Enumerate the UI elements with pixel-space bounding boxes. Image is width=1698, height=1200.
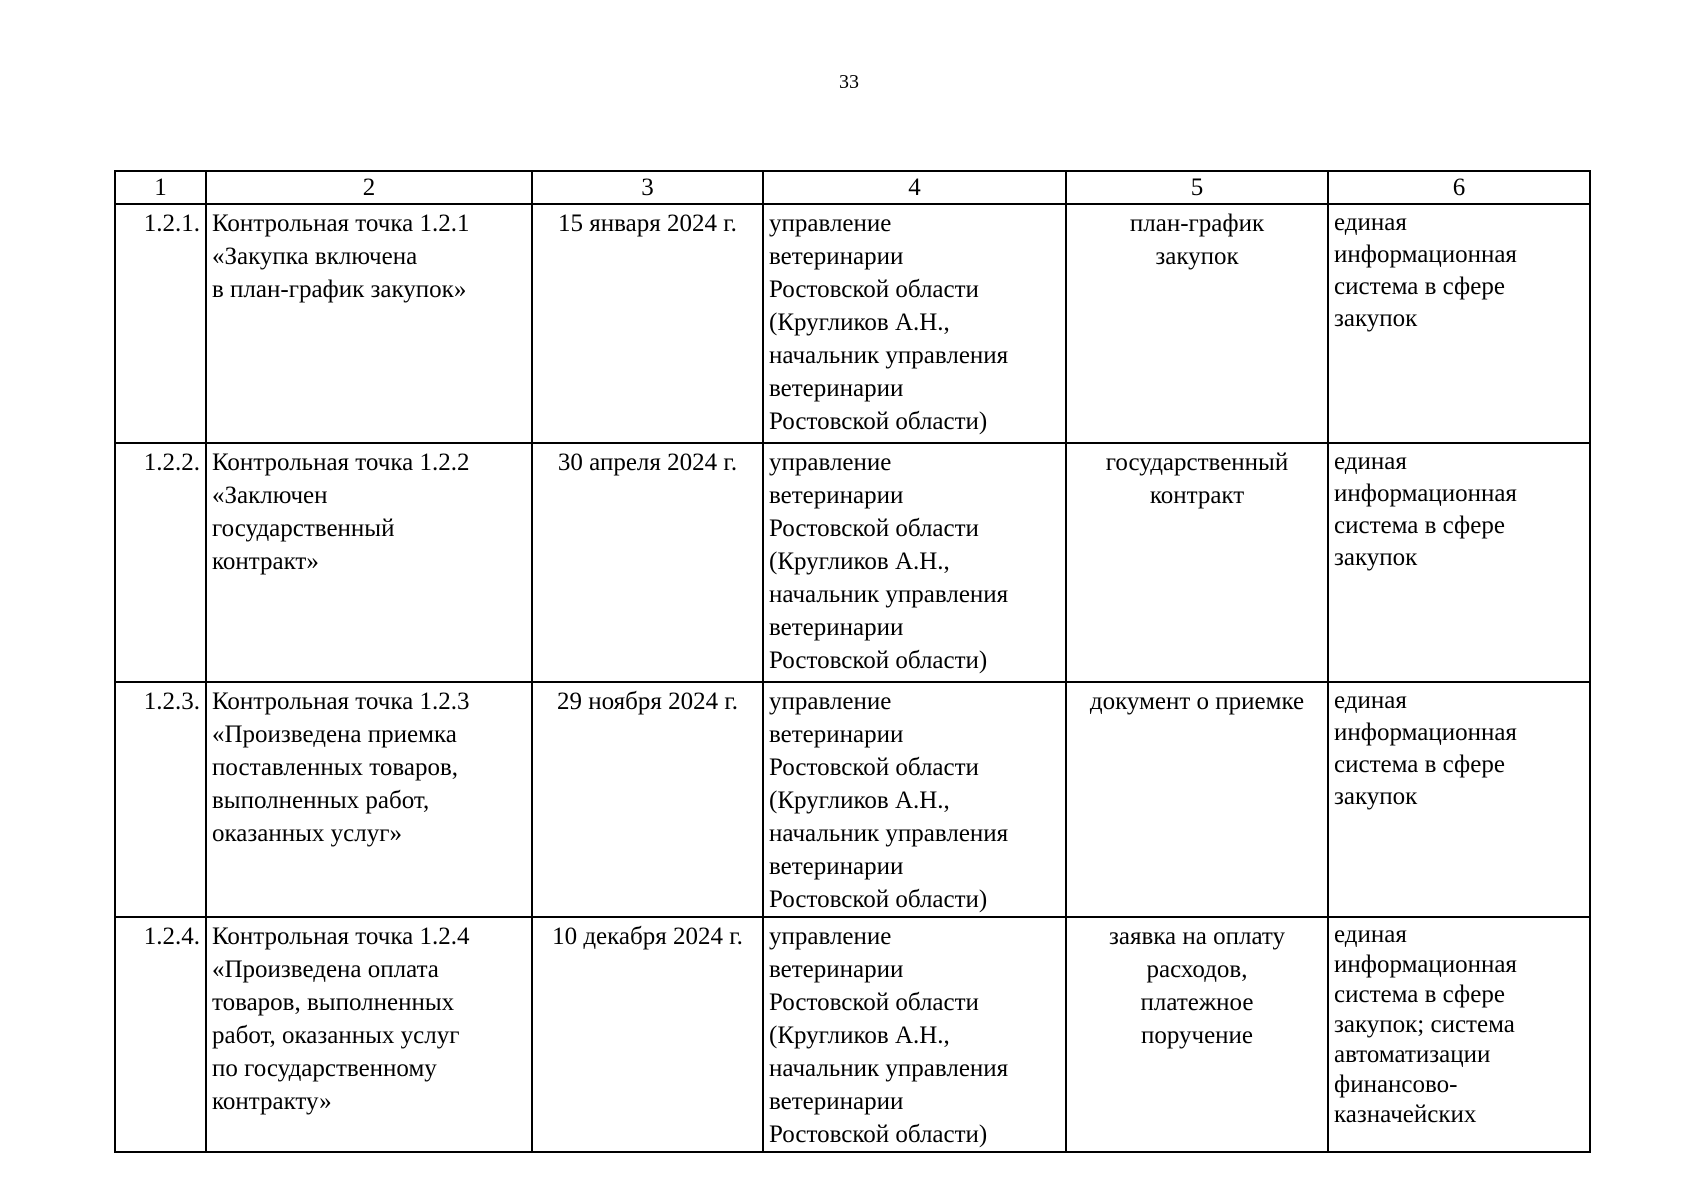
cell-line: Ростовской области <box>769 276 979 303</box>
cell-line: система в сфере <box>1334 512 1505 539</box>
cell-line: выполненных работ, <box>212 787 430 814</box>
cell-line: «Заключен <box>212 482 328 509</box>
cell-line: в план-график закупок» <box>212 276 467 303</box>
table-row <box>115 682 1590 917</box>
header-col-6: 6 <box>1328 171 1590 204</box>
header-row <box>115 171 1590 204</box>
cell-line: ветеринарии <box>769 853 904 880</box>
cell-line: закупок; система <box>1334 1011 1515 1038</box>
cell-line: поставленных товаров, <box>212 754 458 781</box>
cell-line: закупок <box>1334 783 1418 810</box>
cell-line: управление <box>769 923 892 950</box>
cell-line: ветеринарии <box>769 375 904 402</box>
responsible-person <box>763 917 1066 1152</box>
cell-line: Контрольная точка 1.2.2 <box>212 449 470 476</box>
cell-line: «Произведена оплата <box>212 956 439 983</box>
cell-line: финансово- <box>1334 1071 1458 1098</box>
cell-line: Ростовской области) <box>769 1121 988 1148</box>
cell-line: план-график <box>1129 210 1265 237</box>
cell-line: (Кругликов А.Н., <box>769 1022 950 1049</box>
table-row <box>115 204 1590 443</box>
cell-line: ветеринарии <box>769 721 904 748</box>
cell-line: система в сфере <box>1334 273 1505 300</box>
cell-line: ветеринарии <box>769 243 904 270</box>
confirming-document <box>1066 682 1328 917</box>
responsible-person <box>763 443 1066 682</box>
information-system <box>1328 204 1590 443</box>
cell-line: управление <box>769 449 892 476</box>
cell-line: управление <box>769 688 892 715</box>
cell-line: начальник управления <box>769 342 1009 369</box>
cell-line: управление <box>769 210 892 237</box>
milestone-date-text: 15 января 2024 г. <box>558 210 737 237</box>
cell-line: «Закупка включена <box>212 243 418 270</box>
milestone-name <box>206 682 532 917</box>
row-number-text: 1.2.1. <box>143 210 200 237</box>
cell-line: документ о приемке <box>1089 688 1305 715</box>
header-col-3: 3 <box>532 171 763 204</box>
information-system <box>1328 443 1590 682</box>
milestone-date <box>532 204 763 443</box>
milestone-date-text: 10 декабря 2024 г. <box>552 923 743 950</box>
confirming-document <box>1066 204 1328 443</box>
cell-line: система в сфере <box>1334 751 1505 778</box>
cell-line: Контрольная точка 1.2.3 <box>212 688 470 715</box>
milestone-date <box>532 443 763 682</box>
information-system <box>1328 682 1590 917</box>
cell-line: государственный <box>1105 449 1289 476</box>
milestone-date-text: 29 ноября 2024 г. <box>556 688 739 715</box>
cell-line: контракту» <box>212 1088 332 1115</box>
row-number-text: 1.2.2. <box>143 449 200 476</box>
information-system <box>1328 917 1590 1152</box>
cell-line: единая <box>1334 687 1407 714</box>
cell-line: Ростовской области) <box>769 886 988 913</box>
table-header <box>115 171 1590 204</box>
confirming-document <box>1066 443 1328 682</box>
cell-line: Ростовской области <box>769 515 979 542</box>
row-number-text: 1.2.3. <box>143 688 200 715</box>
milestone-name <box>206 917 532 1152</box>
cell-line: автоматизации <box>1334 1041 1491 1068</box>
cell-line: закупок <box>1334 305 1418 332</box>
cell-line: (Кругликов А.Н., <box>769 787 950 814</box>
cell-line: «Произведена приемка <box>212 721 457 748</box>
cell-line: единая <box>1334 448 1407 475</box>
header-col-2: 2 <box>206 171 532 204</box>
milestone-date <box>532 917 763 1152</box>
cell-line: контракт» <box>212 548 319 575</box>
milestone-date-text: 30 апреля 2024 г. <box>557 449 738 476</box>
cell-line: ветеринарии <box>769 956 904 983</box>
cell-line: Ростовской области <box>769 989 979 1016</box>
header-col-5: 5 <box>1066 171 1328 204</box>
cell-line: платежное <box>1140 989 1254 1016</box>
table-body <box>115 204 1590 1152</box>
cell-line: Ростовской области) <box>769 408 988 435</box>
cell-line: информационная <box>1334 951 1517 978</box>
cell-line: информационная <box>1334 480 1517 507</box>
responsible-person <box>763 204 1066 443</box>
row-number-text: 1.2.4. <box>143 923 200 950</box>
responsible-person <box>763 682 1066 917</box>
confirming-document <box>1066 917 1328 1152</box>
cell-line: ветеринарии <box>769 482 904 509</box>
cell-line: контракт <box>1149 482 1245 509</box>
row-number <box>115 682 206 917</box>
cell-line: по государственному <box>212 1055 437 1082</box>
cell-line: система в сфере <box>1334 981 1505 1008</box>
cell-line: заявка на оплату <box>1108 923 1285 950</box>
cell-line: Ростовской области) <box>769 647 988 674</box>
cell-line: начальник управления <box>769 1055 1009 1082</box>
cell-line: информационная <box>1334 241 1517 268</box>
cell-line: единая <box>1334 921 1407 948</box>
cell-line: казначейских <box>1334 1101 1477 1128</box>
cell-line: начальник управления <box>769 581 1009 608</box>
cell-line: информационная <box>1334 719 1517 746</box>
cell-line: поручение <box>1140 1022 1254 1049</box>
milestone-date <box>532 682 763 917</box>
milestones-table <box>114 170 1591 1153</box>
milestone-name <box>206 204 532 443</box>
cell-line: государственный <box>212 515 395 542</box>
table-row <box>115 443 1590 682</box>
cell-line: оказанных услуг» <box>212 820 402 847</box>
cell-line: единая <box>1334 209 1407 236</box>
cell-line: ветеринарии <box>769 1088 904 1115</box>
header-col-1: 1 <box>115 171 206 204</box>
table-row <box>115 917 1590 1152</box>
cell-line: закупок <box>1334 544 1418 571</box>
cell-line: начальник управления <box>769 820 1009 847</box>
cell-line: Контрольная точка 1.2.1 <box>212 210 470 237</box>
cell-line: (Кругликов А.Н., <box>769 548 950 575</box>
cell-line: работ, оказанных услуг <box>212 1022 460 1049</box>
row-number <box>115 917 206 1152</box>
page-number: 33 <box>839 71 859 93</box>
cell-line: расходов, <box>1146 956 1248 983</box>
cell-line: ветеринарии <box>769 614 904 641</box>
cell-line: товаров, выполненных <box>212 989 455 1016</box>
milestone-name <box>206 443 532 682</box>
row-number <box>115 443 206 682</box>
header-col-4: 4 <box>763 171 1066 204</box>
cell-line: (Кругликов А.Н., <box>769 309 950 336</box>
cell-line: Контрольная точка 1.2.4 <box>212 923 470 950</box>
cell-line: Ростовской области <box>769 754 979 781</box>
cell-line: закупок <box>1155 243 1239 270</box>
row-number <box>115 204 206 443</box>
